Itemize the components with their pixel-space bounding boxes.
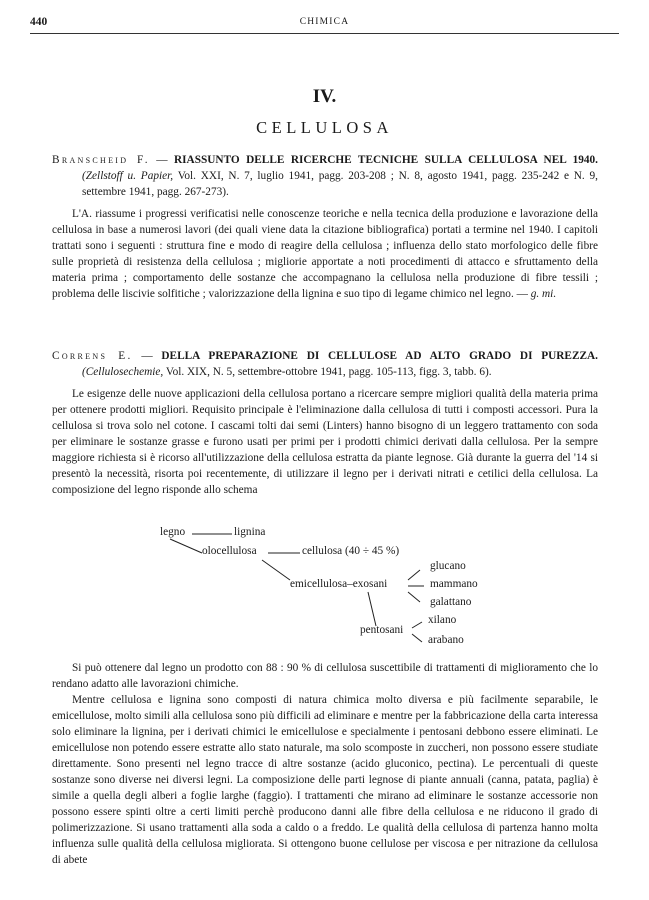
entry-author: Branscheid F.: [52, 154, 150, 166]
connector-legno-olocellulosa: [170, 539, 202, 553]
schema-node-xilano: xilano: [428, 614, 457, 626]
schema-node-olocellulosa: olocellulosa: [202, 545, 257, 557]
abstract-signature: g. mi.: [530, 288, 557, 300]
wood-composition-schema: [150, 526, 530, 652]
abstract-text: L'A. riassume i progressi verificatisi nelle conoscenze teoriche e nella tecnica della produzione e lavorazione della cellulosa in base a numerosi lavori (dei quali viene data la citazione bibliografica) portati a termine nel 1940. I capitoli trattati sono i seguenti : struttura fine e modo di reagire della cellulosa ; influenza dello stato morfologico delle fibre sulle proprietà di resistenza della cellulosa ; migliorie apportate a noti procedimenti di attacco e sfruttamento della materia prima ; comportamento delle sostanze che accompagnano la cellulosa nella produzione di fibre tessili ; problema delle liscivie solfitiche ; valorizzazione della lignina e suo tipo di legame chimico nel legno. —: [52, 208, 598, 300]
running-head: [30, 16, 619, 32]
entry-abstract: [52, 206, 598, 302]
chapter-title: CELLULOSA: [256, 118, 393, 137]
schema-node-emicellulosa: emicellulosa–exosani: [290, 578, 388, 590]
schema-node-glucano: glucano: [430, 560, 466, 572]
entry-journal: (Cellulosechemie,: [82, 366, 164, 378]
schema-node-mannano: mammano: [430, 578, 478, 590]
entry-dash: —: [156, 154, 168, 166]
entry-title: DELLA PREPARAZIONE DI CELLULOSE AD ALTO GRADO DI PUREZZA.: [161, 350, 599, 362]
entry-reference: Vol. XXI, N. 7, luglio 1941, pagg. 203-208 ; N. 8, agosto 1941, pagg. 235-242 e N. 9, settembre 1941, pagg. 267-273).: [82, 170, 598, 198]
schema-node-cellulosa: cellulosa (40 ÷ 45 %): [302, 545, 400, 557]
abstract-entry-branscheid: [52, 152, 598, 302]
continuation-paragraph: Mentre cellulosa e lignina sono composti di natura chimica molto diversa e più facilmente separabile, le emicellulose, molto simili alla cellulosa sono più difficili ad eliminare e mentre per la fabbricazione della carta interessa solo eliminare la lignina, per i derivati chimici le emicellulose e specialmente i pentosani debbono essere eliminati. Le emicellulose non potendo essere estratte allo stato naturale, ma solo scomposte in zuccheri, non possono essere studiate direttamente. Sono presenti nel legno tracce di altre sostanze (acido gluconico, pectina). Le percentuali di queste sostanze sono diverse nei diversi legni. La composizione delle parti legnose di piante annuali (canna, patata, paglia) è simile a quella degli alberi a foglie larghe (faggio). I trattamenti che mirano ad eliminare le sostanze accessorie non possono essere spinti oltre a certi limiti perchè producono danni alle fibre della cellulosa e ne riducono il grado di polimerizzazione. Si usano trattamenti alla soda a caldo o a freddo. Le qualità della cellulosa di partenza hanno molta influenza sulle qualità della cellulosa migliorata. Si ottengono buone cellulose per viscosa e per nitrazione da cellulosa di abete: [52, 694, 598, 866]
entry-journal: (Zellstoff u. Papier,: [82, 170, 174, 182]
schema-node-lignina: lignina: [234, 526, 266, 538]
chapter-number: IV.: [312, 86, 337, 107]
entry-dash: —: [141, 350, 153, 362]
entry-heading: [52, 348, 598, 380]
schema-node-legno: legno: [160, 526, 186, 538]
connector-pentosani-arabano: [412, 634, 422, 642]
connector-emicellulosa-glucano: [408, 570, 420, 580]
entry-abstract: [52, 386, 598, 498]
abstract-entry-correns: [52, 348, 598, 498]
running-title: CHIMICA: [299, 17, 350, 27]
entry-author: Correns E.: [52, 350, 133, 362]
connector-emicellulosa-galattano: [408, 592, 420, 602]
connector-pentosani-xilano: [412, 622, 422, 628]
schema-node-arabano: arabano: [428, 634, 464, 646]
entry-heading: [52, 152, 598, 200]
entry-title: RIASSUNTO DELLE RICERCHE TECNICHE SULLA CELLULOSA NEL 1940.: [173, 154, 598, 166]
schema-node-galattano: galattano: [430, 596, 472, 608]
continuation-paragraph: Si può ottenere dal legno un prodotto con 88 : 90 % di cellulosa suscettibile di trattamenti di miglioramento che lo rendano adatto alle lavorazioni chimiche.: [52, 662, 598, 690]
schema-node-pentosani: pentosani: [360, 624, 404, 636]
entry-continuation: [52, 660, 598, 868]
entry-reference: Vol. XIX, N. 5, settembre-ottobre 1941, pagg. 105-113, figg. 3, tabb. 6).: [165, 366, 492, 378]
connector-emicellulosa-pentosani: [368, 592, 376, 626]
connector-olocellulosa-emicellulosa: [262, 560, 290, 580]
page-number: 440: [30, 16, 48, 28]
header-rule: [30, 33, 619, 34]
abstract-text: Le esigenze delle nuove applicazioni della cellulosa portano a ricercare sempre migliori qualità della materia prima per ottenere prodotti migliori. Requisito principale è l'eliminazione dalla cellulosa di tutti i composti accessori. Pura la cellulosa si trova solo nel cotone. I cascami tolti dai semi (Linters) hanno bisogno di un leggero trattamento con soda per eliminare le sostanze grasse e furono usati per primi per i prodotti chimici derivati dalla cellulosa. Per la sempre maggiore richiesta si è ricorso all'utilizzazione della cellulosa estratta da piante legnose. Già durante la guerra del '14 si presentò la necessità, risorta poi recentemente, di utilizzare il legno per i derivati nitrati e cetilici della cellulosa. La composizione del legno risponde allo schema: [52, 388, 598, 496]
